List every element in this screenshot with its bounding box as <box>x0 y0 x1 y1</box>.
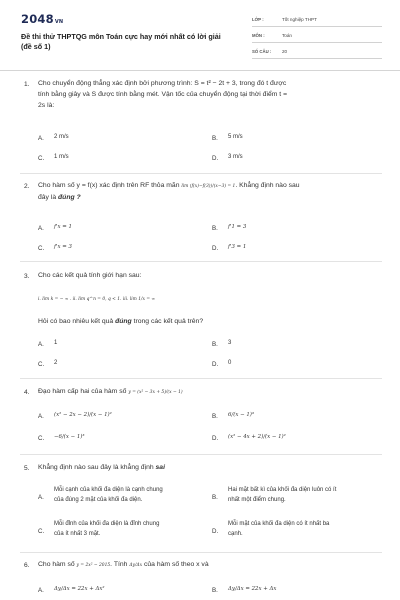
meta-row-class <box>252 13 382 27</box>
option-d-letter[interactable]: D. <box>212 528 219 535</box>
option-d-text[interactable]: f'3 = 1 <box>228 244 247 250</box>
option-c-letter[interactable]: C. <box>38 361 45 368</box>
document-title-line2: (đề số 1) <box>21 41 51 51</box>
option-b-text[interactable]: 6/(x − 1)³ <box>228 412 255 418</box>
question-text-line: 2s là: <box>38 102 55 109</box>
meta-key: MÔN : <box>252 33 265 38</box>
option-c-text[interactable]: −6/(x − 1)³ <box>54 434 85 440</box>
meta-row-count <box>252 45 382 59</box>
option-b-text[interactable]: f'1 = 3 <box>228 224 247 230</box>
option-d-letter[interactable]: D. <box>212 435 219 442</box>
option-text-line: Mỗi cạnh của khối đa diện là cạnh chung <box>54 487 163 493</box>
page-header <box>0 0 400 74</box>
question-text-part: Cho hàm số y = f(x) xác định trên RF thỏa mãn <box>38 182 180 189</box>
option-b-letter[interactable]: B. <box>212 587 218 594</box>
limits-list: i. lim k = − ∞ . ii. lim q^n = 0, q < 1. iii. lim 1/x = ∞ <box>38 297 156 302</box>
option-b-text[interactable]: 5 m/s <box>228 134 243 140</box>
question-text-line <box>38 180 386 192</box>
question-text <box>38 559 386 571</box>
question-text-part: ? <box>76 194 81 201</box>
option-a-letter[interactable]: A. <box>38 587 44 594</box>
logo-text: 2048 <box>21 12 54 26</box>
option-a-text[interactable]: 1 <box>54 340 58 346</box>
question-text <box>38 270 386 281</box>
option-d-text[interactable]: 3 m/s <box>228 154 243 160</box>
option-b-letter[interactable]: B. <box>212 135 218 142</box>
option-a-letter[interactable]: A. <box>38 225 44 232</box>
option-a-text[interactable]: (x² − 2x − 2)/(x − 1)² <box>54 412 112 418</box>
option-a-text[interactable] <box>54 486 204 505</box>
question-text-part: trong các kết quả trên? <box>133 318 204 325</box>
function-formula: y = 2x² − 2015 <box>76 563 111 568</box>
question-text-part: . Tính <box>110 561 128 568</box>
option-b-letter[interactable]: B. <box>212 413 218 420</box>
question-divider <box>20 454 382 455</box>
question-divider <box>20 552 382 553</box>
question-number: 4. <box>24 389 30 396</box>
option-c-text[interactable] <box>54 520 204 539</box>
option-c-text[interactable]: 1 m/s <box>54 154 69 160</box>
option-c-letter[interactable]: C. <box>38 528 45 535</box>
emphasis-word: đúng <box>115 318 132 325</box>
function-formula: y = (x² − 3x + 5)/(x − 1) <box>128 390 183 395</box>
option-c-letter[interactable]: C. <box>38 435 45 442</box>
question-divider <box>20 378 382 379</box>
option-d-letter[interactable]: D. <box>212 155 219 162</box>
question-number: 1. <box>24 81 30 88</box>
question-text-part: . Khẳng định nào sau <box>235 182 300 189</box>
site-logo[interactable] <box>21 12 63 26</box>
option-d-text[interactable]: 0 <box>228 360 232 366</box>
question-number: 3. <box>24 273 30 280</box>
meta-value: 20 <box>282 49 288 54</box>
option-a-letter[interactable]: A. <box>38 413 44 420</box>
question-text-line: tính bằng giây và S được tính bằng mét. Vận tốc của chuyển động tại thời điểm t = <box>38 91 288 98</box>
option-c-text[interactable]: 2 <box>54 360 58 366</box>
option-c-text[interactable]: f'x = 3 <box>54 244 72 250</box>
option-text-line: Mỗi mặt của khối đa diện có ít nhất ba <box>228 521 330 527</box>
question-number: 5. <box>24 465 30 472</box>
option-c-letter[interactable]: C. <box>38 245 45 252</box>
question-text-line: Cho chuyển động thẳng xác định bởi phương trình: S = t² − 2t + 3, trong đó t được <box>38 80 287 87</box>
header-divider <box>0 70 400 71</box>
option-a-letter[interactable]: A. <box>38 341 44 348</box>
meta-table <box>252 13 382 61</box>
question-text-part: của hàm số theo x và <box>144 561 209 568</box>
option-b-letter[interactable]: B. <box>212 225 218 232</box>
question-text-part: đây là <box>38 194 57 201</box>
question-text-part: Cho hàm số <box>38 561 75 568</box>
option-b-text[interactable]: Δy/Δx = 22x + Δx <box>228 586 277 592</box>
option-text-line: của ít nhất 3 mặt. <box>54 530 101 537</box>
option-a-letter[interactable]: A. <box>38 494 44 501</box>
option-text-line: Mỗi đỉnh của khối đa diện là đỉnh chung <box>54 521 160 527</box>
logo-suffix: VN <box>54 19 64 25</box>
question-divider <box>20 261 382 262</box>
option-text-line: cạnh. <box>228 530 243 537</box>
meta-key: SỐ CÂU : <box>252 49 272 54</box>
meta-value: Tốt nghiệp THPT <box>282 17 317 22</box>
option-text-line: của đúng 2 mặt của khối đa diện. <box>54 496 143 503</box>
option-d-letter[interactable]: D. <box>212 245 219 252</box>
question-text-line <box>38 192 386 203</box>
option-c-letter[interactable]: C. <box>38 155 45 162</box>
limit-formula: lim (f(x)−f(3))/(x−3) = 1 <box>181 184 236 189</box>
meta-value: Toán <box>282 33 292 38</box>
question-text <box>38 462 386 473</box>
question-text-part: Khẳng định nào sau đây là khẳng định <box>38 464 154 471</box>
question-text <box>38 386 386 398</box>
option-a-text[interactable]: Δy/Δx = 22x + Δx² <box>54 586 105 592</box>
question-text-part: Đạo hàm cấp hai của hàm số <box>38 388 127 395</box>
question-text-part: Hỏi có bao nhiêu kết quả <box>38 318 114 325</box>
meta-row-subject <box>252 29 382 43</box>
emphasis-word: đúng <box>58 194 75 201</box>
question-text <box>38 78 386 111</box>
option-a-text[interactable]: 2 m/s <box>54 134 69 140</box>
document-title <box>21 32 241 51</box>
meta-key: LỚP : <box>252 17 264 22</box>
emphasis-word: sai <box>155 464 165 471</box>
option-b-letter[interactable]: B. <box>212 494 218 501</box>
option-a-letter[interactable]: A. <box>38 135 44 142</box>
ratio-formula: Δy/Δx <box>129 563 143 568</box>
option-d-text[interactable] <box>228 520 383 539</box>
question-text-line: Cho các kết quả tính giới hạn sau: <box>38 272 142 279</box>
option-d-text[interactable]: (x² − 4x + 2)/(x − 1)² <box>228 434 286 440</box>
document-title-line1: Đề thi thử THPTQG môn Toán cực hay mới nhất có lời giải <box>21 32 221 41</box>
option-text-line: Hai mặt bất kì của khối đa diện luôn có ít <box>228 487 337 493</box>
option-b-letter[interactable]: B. <box>212 341 218 348</box>
question-text <box>38 180 386 203</box>
question-number: 2. <box>24 183 30 190</box>
question-divider <box>20 173 382 174</box>
option-text-line: nhất một điểm chung. <box>228 496 286 503</box>
question-number: 6. <box>24 562 30 569</box>
option-a-text[interactable]: f'x = 1 <box>54 224 72 230</box>
option-b-text[interactable] <box>228 486 383 505</box>
option-d-letter[interactable]: D. <box>212 361 219 368</box>
question-text <box>38 316 386 327</box>
option-b-text[interactable]: 3 <box>228 340 232 346</box>
